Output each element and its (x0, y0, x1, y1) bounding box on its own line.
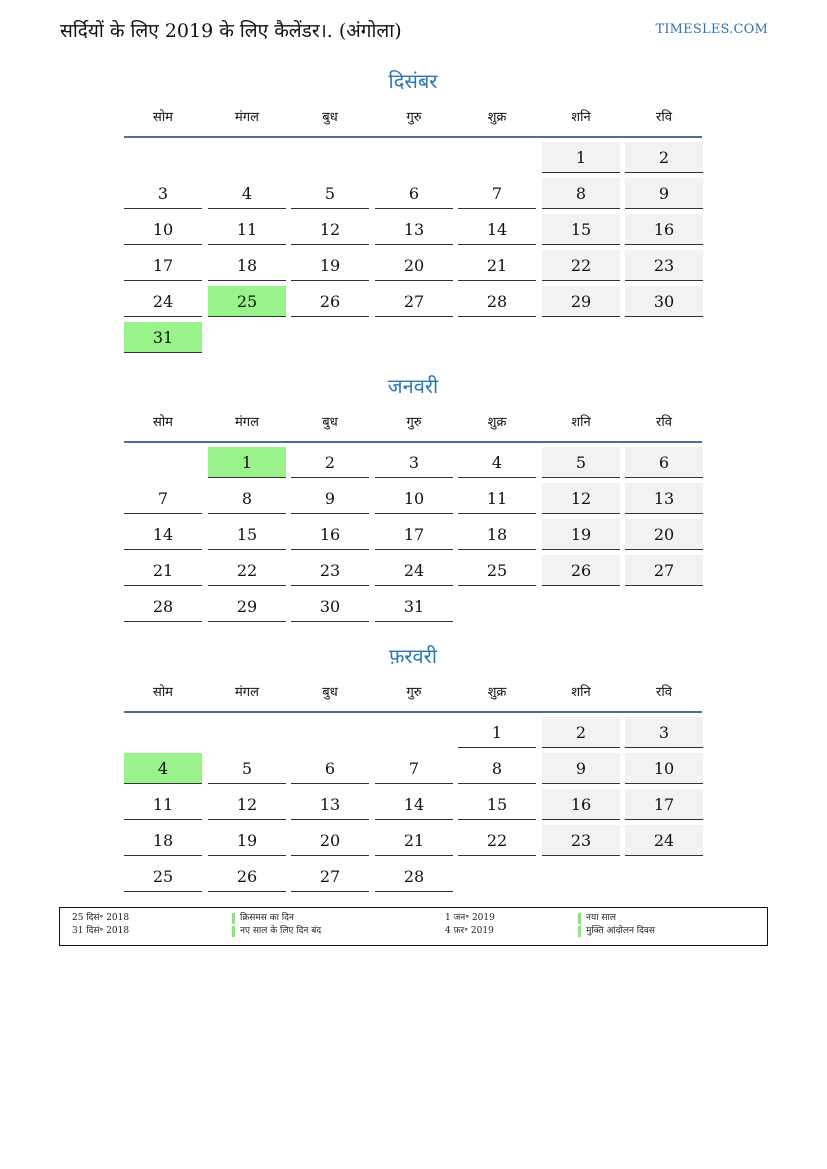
legend-date: 31 दिसं॰ 2018 (72, 926, 130, 936)
day-cell: 7 (375, 753, 453, 784)
day-cell: 6 (375, 178, 453, 209)
day-cell: 16 (291, 519, 369, 550)
day-cell: 6 (625, 447, 703, 478)
day-cell: 18 (124, 825, 202, 856)
day-cell: 22 (542, 250, 620, 281)
day-cell: 22 (208, 555, 286, 586)
day-cell: 30 (625, 286, 703, 317)
day-cell: 25 (124, 861, 202, 892)
day-cell: 1 (542, 142, 620, 173)
month-name: दिसंबर (388, 69, 438, 93)
day-cell: 22 (458, 825, 536, 856)
weekday-label: मंगल (235, 110, 259, 125)
day-cell: 19 (291, 250, 369, 281)
day-cell: 14 (375, 789, 453, 820)
day-cell: 12 (542, 483, 620, 514)
day-cell: 9 (625, 178, 703, 209)
day-cell: 28 (124, 591, 202, 622)
month-name: फ़रवरी (388, 644, 438, 668)
day-cell: 24 (124, 286, 202, 317)
day-cell: 5 (542, 447, 620, 478)
weekday-header (124, 412, 702, 434)
page-title: सर्दियों के लिए 2019 के लिए कैलेंडर।. (अंगोला) (60, 20, 402, 42)
day-cell: 24 (375, 555, 453, 586)
day-cell: 2 (291, 447, 369, 478)
day-cell: 3 (375, 447, 453, 478)
legend-holiday-name: क्रिसमस का दिन (232, 913, 294, 924)
day-cell: 3 (124, 178, 202, 209)
day-cell: 4 (208, 178, 286, 209)
day-cell: 3 (625, 717, 703, 748)
day-cell: 11 (124, 789, 202, 820)
header-rule (124, 711, 702, 713)
day-cell: 14 (124, 519, 202, 550)
day-cell: 6 (291, 753, 369, 784)
day-cell: 10 (375, 483, 453, 514)
legend-date: 25 दिसं॰ 2018 (72, 913, 130, 923)
weekday-header (124, 107, 702, 129)
weekday-label: मंगल (235, 415, 259, 430)
legend-holiday-name: मुक्ति आंदोलन दिवस (578, 926, 655, 937)
day-cell: 11 (458, 483, 536, 514)
day-cell: 15 (208, 519, 286, 550)
day-cell: 21 (458, 250, 536, 281)
day-cell: 26 (542, 555, 620, 586)
day-cell: 9 (542, 753, 620, 784)
day-cell: 2 (625, 142, 703, 173)
day-cell: 23 (625, 250, 703, 281)
weekday-label: शुक्र (487, 415, 507, 430)
day-cell: 16 (625, 214, 703, 245)
day-cell: 7 (124, 483, 202, 514)
day-cell: 4 (124, 753, 202, 784)
weekday-label: गुरु (406, 110, 422, 125)
day-cell: 28 (458, 286, 536, 317)
weekday-header (124, 682, 702, 704)
weekday-label: बुध (322, 110, 338, 125)
weekday-label: सोम (153, 415, 173, 430)
day-cell: 20 (291, 825, 369, 856)
day-cell: 21 (375, 825, 453, 856)
weekday-label: शुक्र (487, 110, 507, 125)
day-cell: 10 (124, 214, 202, 245)
day-cell: 8 (208, 483, 286, 514)
day-cell: 24 (625, 825, 703, 856)
day-cell: 16 (542, 789, 620, 820)
weekday-label: रवि (656, 415, 672, 430)
day-cell: 18 (458, 519, 536, 550)
day-cell: 7 (458, 178, 536, 209)
legend-date: 1 जन॰ 2019 (445, 913, 495, 923)
day-cell: 13 (375, 214, 453, 245)
weekday-label: शुक्र (487, 685, 507, 700)
site-link[interactable]: TIMESLES.COM (655, 22, 768, 37)
day-cell: 9 (291, 483, 369, 514)
day-cell: 18 (208, 250, 286, 281)
day-cell: 12 (291, 214, 369, 245)
day-cell: 2 (542, 717, 620, 748)
day-cell: 1 (458, 717, 536, 748)
day-cell: 10 (625, 753, 703, 784)
weekday-label: रवि (656, 685, 672, 700)
weekday-label: मंगल (235, 685, 259, 700)
day-cell: 5 (291, 178, 369, 209)
day-cell: 27 (625, 555, 703, 586)
weekday-label: बुध (322, 415, 338, 430)
day-cell: 26 (291, 286, 369, 317)
weekday-label: गुरु (406, 415, 422, 430)
weekday-label: गुरु (406, 685, 422, 700)
weekday-label: शनि (571, 415, 591, 430)
weekday-label: सोम (153, 110, 173, 125)
weekday-label: शनि (571, 685, 591, 700)
day-cell: 15 (458, 789, 536, 820)
weekday-label: शनि (571, 110, 591, 125)
day-cell: 25 (208, 286, 286, 317)
day-cell: 20 (375, 250, 453, 281)
day-cell: 15 (542, 214, 620, 245)
day-cell: 19 (542, 519, 620, 550)
day-cell: 26 (208, 861, 286, 892)
day-cell: 19 (208, 825, 286, 856)
day-cell: 20 (625, 519, 703, 550)
day-cell: 14 (458, 214, 536, 245)
day-cell: 12 (208, 789, 286, 820)
legend-holiday-name: नए साल के लिए दिन बंद (232, 926, 321, 937)
month-name: जनवरी (387, 374, 439, 398)
day-cell: 17 (124, 250, 202, 281)
day-cell: 30 (291, 591, 369, 622)
day-cell: 13 (291, 789, 369, 820)
day-cell: 8 (542, 178, 620, 209)
day-cell: 17 (625, 789, 703, 820)
day-cell: 29 (208, 591, 286, 622)
day-cell: 29 (542, 286, 620, 317)
weekday-label: रवि (656, 110, 672, 125)
day-cell: 23 (542, 825, 620, 856)
day-cell: 8 (458, 753, 536, 784)
day-cell: 31 (124, 322, 202, 353)
header-rule (124, 136, 702, 138)
legend-date: 4 फ़र॰ 2019 (445, 926, 494, 936)
legend-holiday-name: नया साल (578, 913, 616, 924)
weekday-label: बुध (322, 685, 338, 700)
header-rule (124, 441, 702, 443)
day-cell: 23 (291, 555, 369, 586)
holiday-legend (59, 907, 768, 946)
day-cell: 11 (208, 214, 286, 245)
day-cell: 31 (375, 591, 453, 622)
day-cell: 4 (458, 447, 536, 478)
day-cell: 5 (208, 753, 286, 784)
weekday-label: सोम (153, 685, 173, 700)
day-cell: 25 (458, 555, 536, 586)
day-cell: 1 (208, 447, 286, 478)
day-cell: 21 (124, 555, 202, 586)
day-cell: 13 (625, 483, 703, 514)
day-cell: 27 (375, 286, 453, 317)
day-cell: 17 (375, 519, 453, 550)
day-cell: 28 (375, 861, 453, 892)
day-cell: 27 (291, 861, 369, 892)
